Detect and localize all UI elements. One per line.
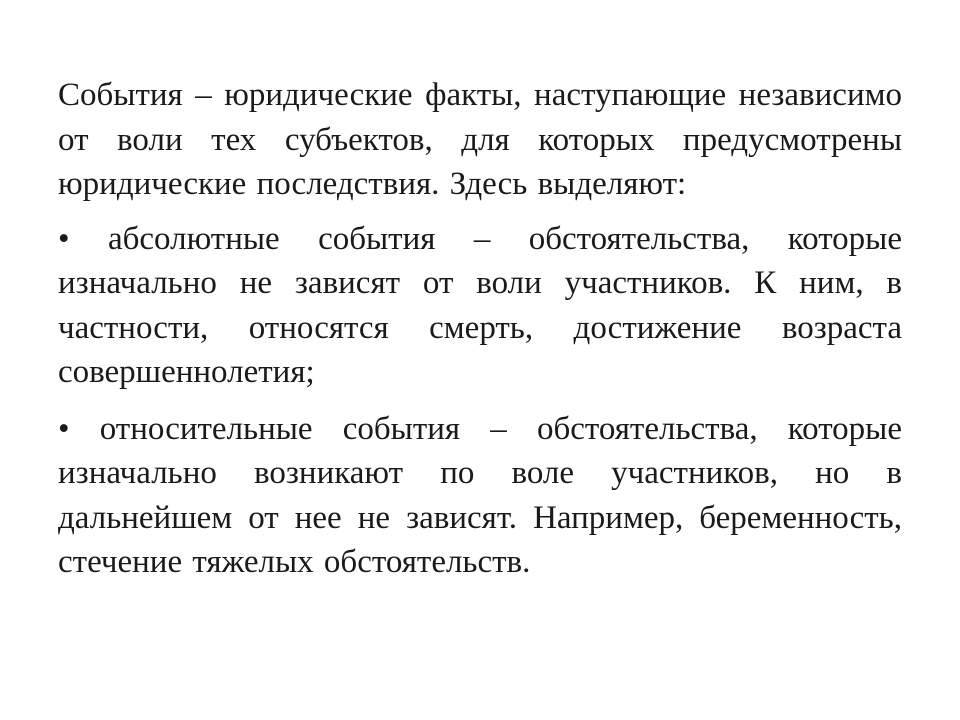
bullet-item-relative-events bbox=[58, 407, 902, 585]
bullet-item-text: относительные события – обстоятельства, которые изначально возникают по воле участников, но в дальнейшем от нее не зависят. Например, беременность, стечение тяжелых обстоятельств. bbox=[58, 410, 903, 580]
definition-text: События – юридические факты, наступающие независимо от воли тех субъектов, для которых предусмотрены юридические последствия. Здесь выделяют: bbox=[58, 77, 902, 202]
slide-body bbox=[58, 73, 902, 595]
bullet-item-text: абсолютные события – обстоятельства, которые изначально не зависят от воли участников. К ним, в частности, относятся смерть, достижение возраста совершеннолетия; bbox=[58, 220, 902, 390]
bullet-icon: • bbox=[58, 410, 70, 447]
bullet-item-absolute-events bbox=[58, 217, 902, 395]
bullet-icon: • bbox=[58, 220, 70, 257]
definition-paragraph bbox=[58, 73, 902, 207]
